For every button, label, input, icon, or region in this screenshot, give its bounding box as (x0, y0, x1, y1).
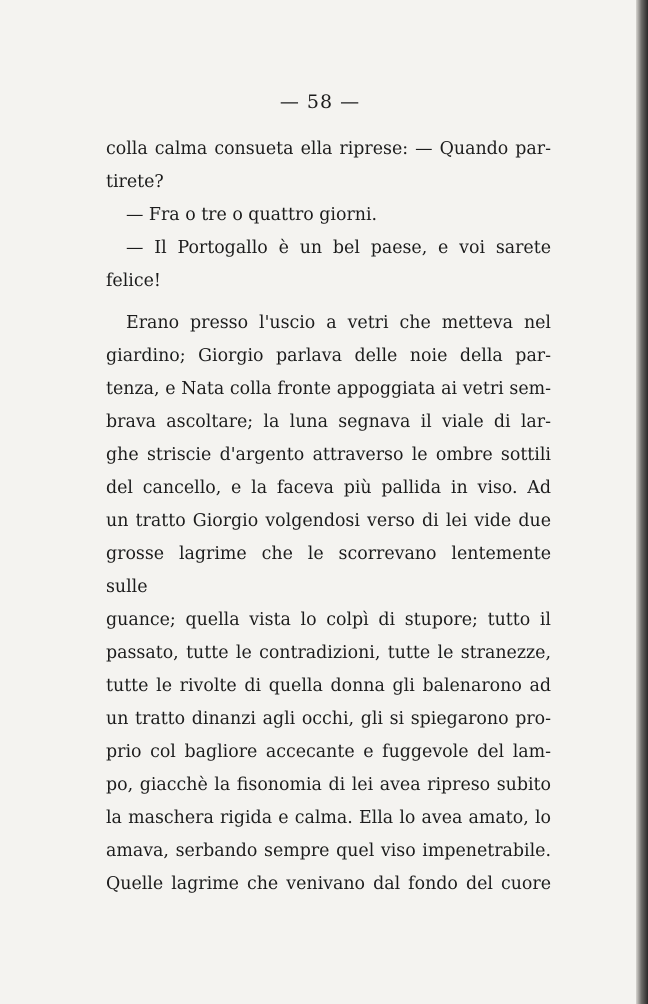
text-line: tenza, e Nata colla fronte appoggiata ai vetri sem- (106, 379, 551, 399)
text-line: amava, serbando sempre quel viso impenetrabile. (106, 841, 551, 861)
text-line: prio col bagliore accecante e fuggevole del lam- (106, 742, 551, 762)
text-line: brava ascoltare; la luna segnava il viale di lar- (106, 412, 551, 432)
text-line: la maschera rigida e calma. Ella lo avea amato, lo (106, 808, 551, 828)
text-line: — Fra o tre o quattro giorni. (126, 205, 378, 225)
text-line: giardino; Giorgio parlava delle noie della par- (106, 346, 551, 366)
text-line: Quelle lagrime che venivano dal fondo del cuore (106, 874, 551, 894)
text-line: tirete? (106, 172, 164, 192)
text-line: grosse lagrime che le scorrevano lentemente sulle (106, 544, 551, 597)
text-line: po, giacchè la fisonomia di lei avea ripreso subito (106, 775, 551, 795)
body-text (106, 133, 551, 901)
text-line: del cancello, e la faceva più pallida in viso. Ad (106, 478, 551, 498)
text-line: felice! (106, 271, 161, 291)
text-line: tutte le rivolte di quella donna gli balenarono ad (106, 676, 551, 696)
text-line: guance; quella vista lo colpì di stupore; tutto il (106, 610, 551, 630)
text-line: un tratto Giorgio volgendosi verso di lei vide due (106, 511, 551, 531)
text-line: un tratto dinanzi agli occhi, gli si spiegarono pro- (106, 709, 551, 729)
text-line: Erano presso l'uscio a vetri che metteva nel (126, 313, 551, 333)
text-line: ghe striscie d'argento attraverso le ombre sottili (106, 445, 551, 465)
text-line: — Il Portogallo è un bel paese, e voi sarete (126, 238, 551, 258)
page-spine-shadow (636, 0, 648, 1004)
text-line: passato, tutte le contradizioni, tutte le stranezze, (106, 643, 551, 663)
text-line: colla calma consueta ella riprese: — Quando par- (106, 139, 551, 159)
page-number: — 58 — (279, 91, 361, 113)
